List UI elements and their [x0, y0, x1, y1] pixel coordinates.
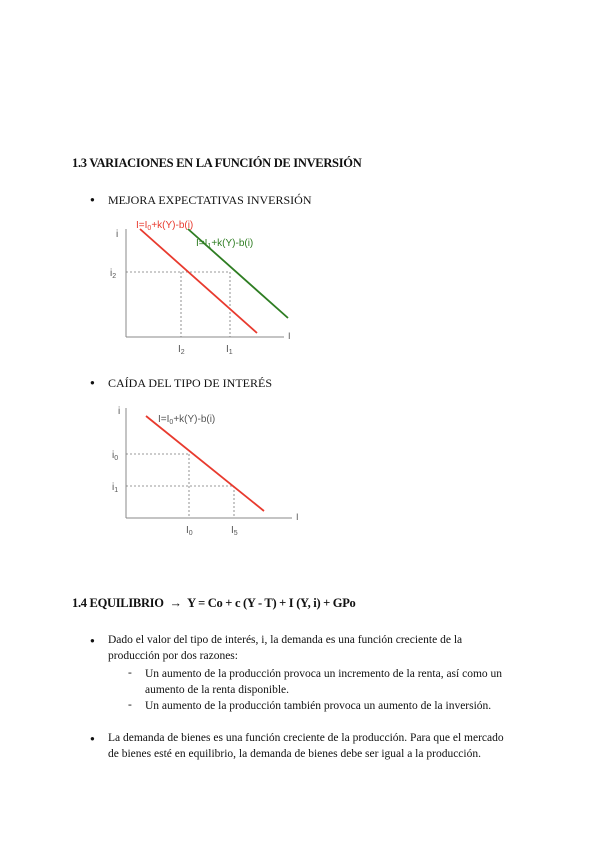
- x-tick-I5: $I_5$: [231, 525, 238, 537]
- paragraph-demanda-creciente: [108, 632, 548, 664]
- section-1-4-title: [72, 596, 356, 611]
- paragraph-line: producción por dos razones:: [108, 650, 238, 662]
- paragraph-equilibrio-mercado: [108, 730, 558, 762]
- paragraph-line: Un aumento de la producción provoca un incremento de la renta, así como un: [145, 668, 503, 680]
- x-tick-I1: $I_1$: [226, 344, 233, 356]
- bullet-marker: ●: [90, 378, 95, 387]
- y-axis-label: i: [116, 229, 119, 240]
- sub-item-inversion: Un aumento de la producción también provoca un aumento de la inversión.: [145, 700, 492, 712]
- equilibrium-equation: Y = Co + c (Y - T) + I (Y, i) + GPo: [187, 596, 356, 610]
- bullet-mejora-expectativas: MEJORA EXPECTATIVAS INVERSIÓN: [108, 193, 312, 207]
- dash-marker: -: [128, 667, 132, 679]
- chart-caida-tipo-interes: [100, 398, 310, 543]
- y-axis-label: i: [118, 406, 121, 417]
- y-tick-i1: $i_1$: [112, 482, 119, 494]
- x-tick-I0: $I_0$: [186, 525, 193, 537]
- curve-label-I1: $I=I_1+k(Y)-b(i)$: [196, 238, 254, 250]
- bullet-caida-tipo-interes: CAÍDA DEL TIPO DE INTERÉS: [108, 376, 272, 390]
- y-tick-i0: $i_0$: [112, 450, 119, 462]
- paragraph-line: La demanda de bienes es una función creciente de la producción. Para que el mercado: [108, 732, 504, 744]
- sub-item-renta: [145, 666, 565, 698]
- paragraph-line: Dado el valor del tipo de interés, i, la demanda es una función creciente de la: [108, 634, 463, 646]
- x-axis-label: I: [288, 331, 291, 341]
- bullet-marker: ●: [90, 195, 95, 204]
- paragraph-line: de bienes esté en equilibrio, la demanda de bienes debe ser igual a la producción.: [108, 748, 481, 760]
- curve-label-I0: $I=I_0+k(Y)-b(i)$: [136, 220, 194, 232]
- section-1-3-title: 1.3 VARIACIONES EN LA FUNCIÓN DE INVERSIÓN: [72, 156, 362, 170]
- series-line-I0: [146, 416, 264, 511]
- chart-mejora-expectativas: [100, 215, 310, 360]
- bullet-marker: ●: [90, 734, 95, 743]
- arrow-icon: →: [169, 596, 182, 610]
- x-axis-label: I: [296, 512, 299, 522]
- y-tick-i2: $i_2$: [110, 268, 117, 280]
- curve-label-I0: $I=I_0+k(Y)-b(i)$: [158, 414, 216, 426]
- paragraph-line: aumento de la renta disponible.: [145, 684, 290, 696]
- bullet-marker: ●: [90, 636, 95, 645]
- x-tick-I2: $I_2$: [178, 344, 185, 356]
- dash-marker: -: [128, 699, 132, 711]
- section-1-4-prefix: 1.4 EQUILIBRIO: [72, 596, 164, 610]
